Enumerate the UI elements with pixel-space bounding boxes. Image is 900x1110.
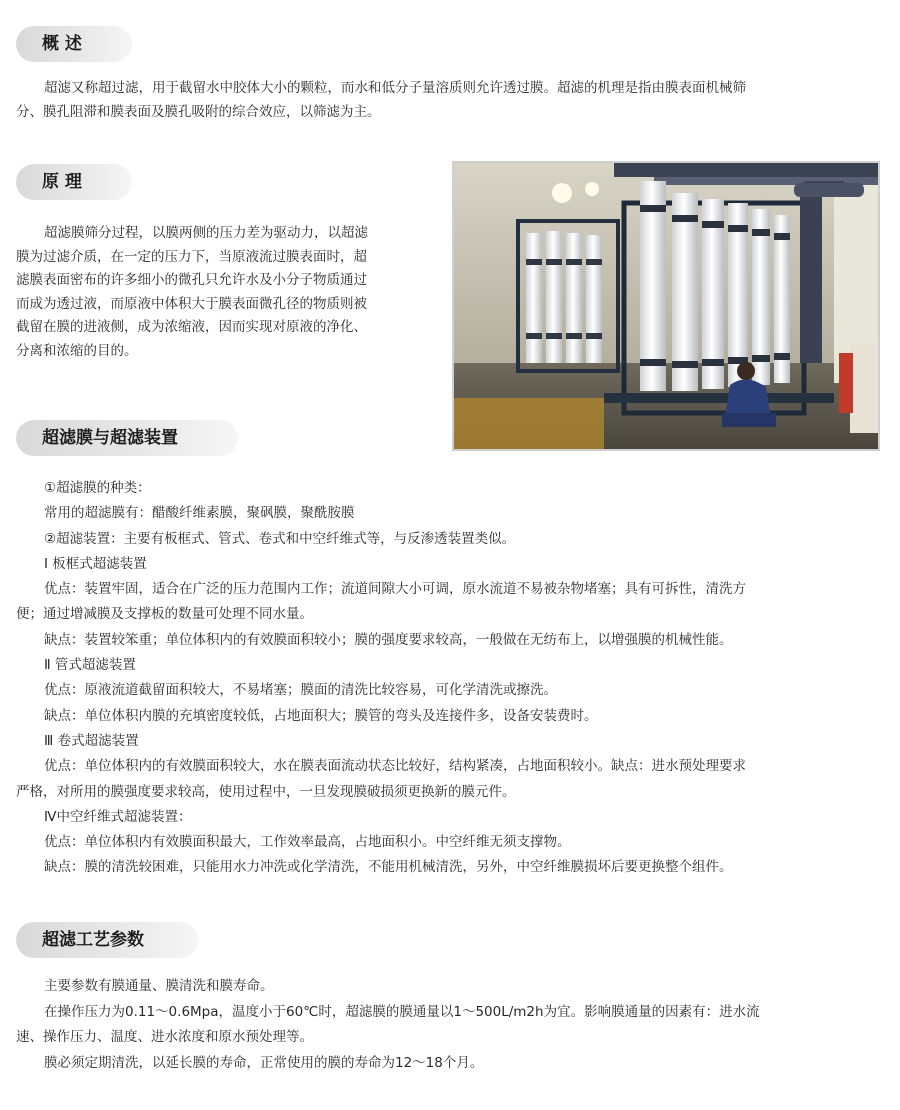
tubular-heading: Ⅱ 管式超滤装置 [44,657,136,674]
plate-frame-pros-cont: 便；通过增减膜及支撑板的数量可处理不同水量。 [16,606,313,623]
section-title-overview: 概 述 [16,26,132,62]
tubular-cons: 缺点：单位体积内膜的充填密度较低，占地面积大；膜管的弯头及连接件多，设备安装费时。 [44,707,598,724]
overview-paragraph [16,76,886,124]
spiral-heading: Ⅲ 卷式超滤装置 [44,732,139,749]
params-line: 速、操作压力、温度、进水浓度和原水预处理等。 [16,1029,313,1045]
principle-line: 滤膜表面密布的许多细小的微孔只允许水及小分子物质通过 [16,272,367,288]
spiral-pros-cons: 优点：单位体积内的有效膜面积较大，水在膜表面流动状态比较好，结构紧凑，占地面积较小。缺点：进水预处理要求 [44,758,746,775]
params-line: 主要参数有膜通量、膜清洗和膜寿命。 [44,978,274,994]
overview-line: 超滤又称超过滤，用于截留水中胶体大小的颗粒，而水和低分子量溶质则允许透过膜。超滤的机理是指由膜表面机械筛 [44,80,746,96]
device-types-text: ②超滤装置：主要有板框式、管式、卷式和中空纤维式等，与反渗透装置类似。 [44,530,516,547]
params-line: 膜必须定期清洗，以延长膜的寿命，正常使用的膜的寿命为12～18个月。 [44,1054,484,1071]
principle-line: 超滤膜筛分过程，以膜两侧的压力差为驱动力，以超滤 [44,225,368,241]
plate-frame-pros: 优点：装置牢固，适合在广泛的压力范围内工作；流道间隙大小可调，原水流道不易被杂物堵塞；具有可拆性，清洗方 [44,581,746,598]
principle-line: 而成为透过液，而原液中体积大于膜表面微孔径的物质则被 [16,295,367,312]
principle-line: 截留在膜的进液侧，成为浓缩液，因而实现对原液的净化、 [16,319,367,335]
tubular-pros: 优点：原液流道截留面积较大，不易堵塞；膜面的清洗比较容易，可化学清洗或擦洗。 [44,682,557,699]
principle-line: 膜为过滤介质，在一定的压力下，当原液流过膜表面时，超 [16,248,367,265]
section-title-principle: 原 理 [16,164,132,200]
hollow-fiber-pros: 优点：单位体积内有效膜面积最大，工作效率最高，占地面积小。中空纤维无须支撑物。 [44,834,571,851]
plate-frame-heading: Ⅰ 板框式超滤装置 [44,555,147,572]
principle-paragraph [16,222,441,363]
membrane-types-text: 常用的超滤膜有：醋酸纤维素膜，聚砜膜，聚酰胺膜 [44,505,355,522]
hollow-fiber-heading: Ⅳ中空纤维式超滤装置： [44,808,192,825]
ultrafiltration-equipment-photo [452,161,880,451]
section-title-params: 超滤工艺参数 [16,922,198,958]
devices-paragraph [16,476,890,881]
params-line: 在操作压力为0.11～0.6Mpa，温度小于60℃时，超滤膜的膜通量以1～500L/m2h为宜。影响膜通量的因素有：进水流 [44,1003,760,1020]
principle-line: 分离和浓缩的目的。 [16,342,138,359]
overview-line: 分、膜孔阻滞和膜表面及膜孔吸附的综合效应，以筛滤为主。 [16,104,381,120]
plate-frame-cons: 缺点：装置较笨重；单位体积内的有效膜面积较小；膜的强度要求较高，一般做在无纺布上，以增强膜的机械性能。 [44,631,733,648]
section-title-devices: 超滤膜与超滤装置 [16,420,238,456]
hollow-fiber-cons: 缺点：膜的清洗较困难，只能用水力冲洗或化学清洗，不能用机械清洗，另外，中空纤维膜损坏后要更换整个组件。 [44,859,733,876]
spiral-pros-cons-cont: 严格，对所用的膜强度要求较高，使用过程中，一旦发现膜破损须更换新的膜元件。 [16,783,516,800]
params-paragraph [16,974,890,1076]
membrane-types-heading: ①超滤膜的种类： [44,480,151,496]
